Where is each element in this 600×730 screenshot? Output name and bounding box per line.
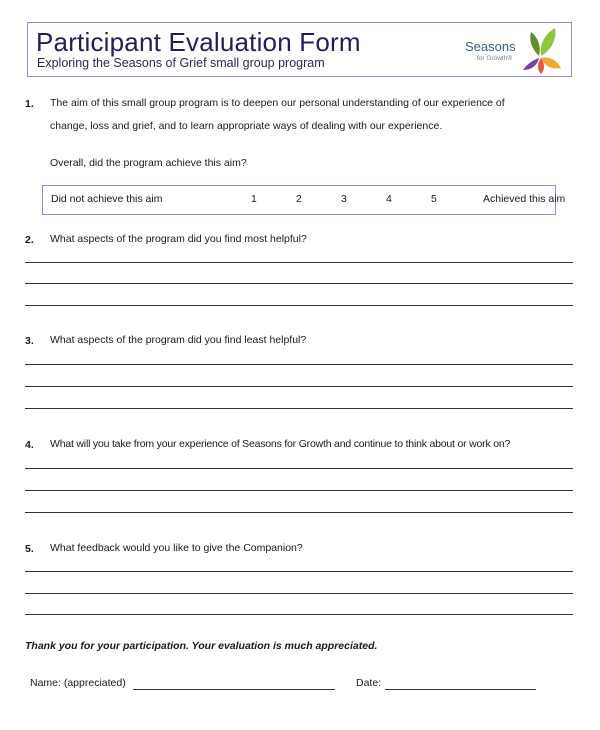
- question-3-answer-line[interactable]: [25, 386, 573, 387]
- date-field[interactable]: [385, 689, 536, 690]
- form-header: [27, 22, 572, 77]
- leaf-purple-icon: [523, 58, 539, 70]
- question-3-text: What aspects of the program did you find least helpful?: [50, 334, 307, 346]
- question-1-number: 1.: [25, 98, 34, 110]
- seasons-for-growth-logo: [463, 26, 563, 74]
- question-5-answer-line[interactable]: [25, 593, 573, 594]
- question-2-answer-line[interactable]: [25, 305, 573, 306]
- rating-option-2[interactable]: 2: [296, 193, 302, 205]
- leaf-orange-icon: [541, 57, 561, 68]
- question-5-answer-line[interactable]: [25, 614, 573, 615]
- form-subtitle: Exploring the Seasons of Grief small group program: [37, 56, 325, 70]
- question-5-text: What feedback would you like to give the Companion?: [50, 542, 303, 554]
- leaf-dark-green-icon: [530, 32, 539, 56]
- question-2-answer-line[interactable]: [25, 283, 573, 284]
- question-4-number: 4.: [25, 439, 34, 451]
- question-2-answer-line[interactable]: [25, 262, 573, 263]
- question-3-answer-line[interactable]: [25, 408, 573, 409]
- question-3-number: 3.: [25, 335, 34, 347]
- question-2-number: 2.: [25, 234, 34, 246]
- question-1-text-line-1: The aim of this small group program is to deepen our personal understanding of our experience of: [50, 97, 505, 109]
- date-label: Date:: [356, 677, 382, 689]
- question-4-answer-line[interactable]: [25, 512, 573, 513]
- question-4-answer-line[interactable]: [25, 490, 573, 491]
- closing-message: Thank you for your participation. Your evaluation is much appreciated.: [25, 640, 378, 652]
- question-4-text: What will you take from your experience of Seasons for Growth and continue to think about or work on?: [50, 438, 511, 450]
- logo-name: Seasons: [465, 39, 516, 54]
- question-2-text: What aspects of the program did you find most helpful?: [50, 233, 307, 245]
- name-field[interactable]: [133, 689, 335, 690]
- rating-low-label: Did not achieve this aim: [51, 193, 163, 205]
- name-label: Name: (appreciated): [30, 677, 126, 689]
- form-title: Participant Evaluation Form: [36, 27, 361, 57]
- question-5-number: 5.: [25, 543, 34, 555]
- question-3-answer-line[interactable]: [25, 364, 573, 365]
- question-4-answer-line[interactable]: [25, 468, 573, 469]
- rating-high-label: Achieved this aim: [483, 193, 566, 205]
- question-1-followup: Overall, did the program achieve this aim?: [50, 157, 247, 169]
- leaves-icon: [519, 26, 563, 74]
- rating-option-1[interactable]: 1: [251, 193, 257, 205]
- rating-option-5[interactable]: 5: [431, 193, 437, 205]
- rating-option-4[interactable]: 4: [386, 193, 392, 205]
- question-1-text-line-2: change, loss and grief, and to learn appropriate ways of dealing with our experience.: [50, 120, 443, 132]
- leaf-green-icon: [541, 28, 556, 56]
- logo-tagline: for Growth®: [477, 55, 513, 62]
- rating-option-3[interactable]: 3: [341, 193, 347, 205]
- rating-scale: [42, 185, 566, 215]
- question-5-answer-line[interactable]: [25, 571, 573, 572]
